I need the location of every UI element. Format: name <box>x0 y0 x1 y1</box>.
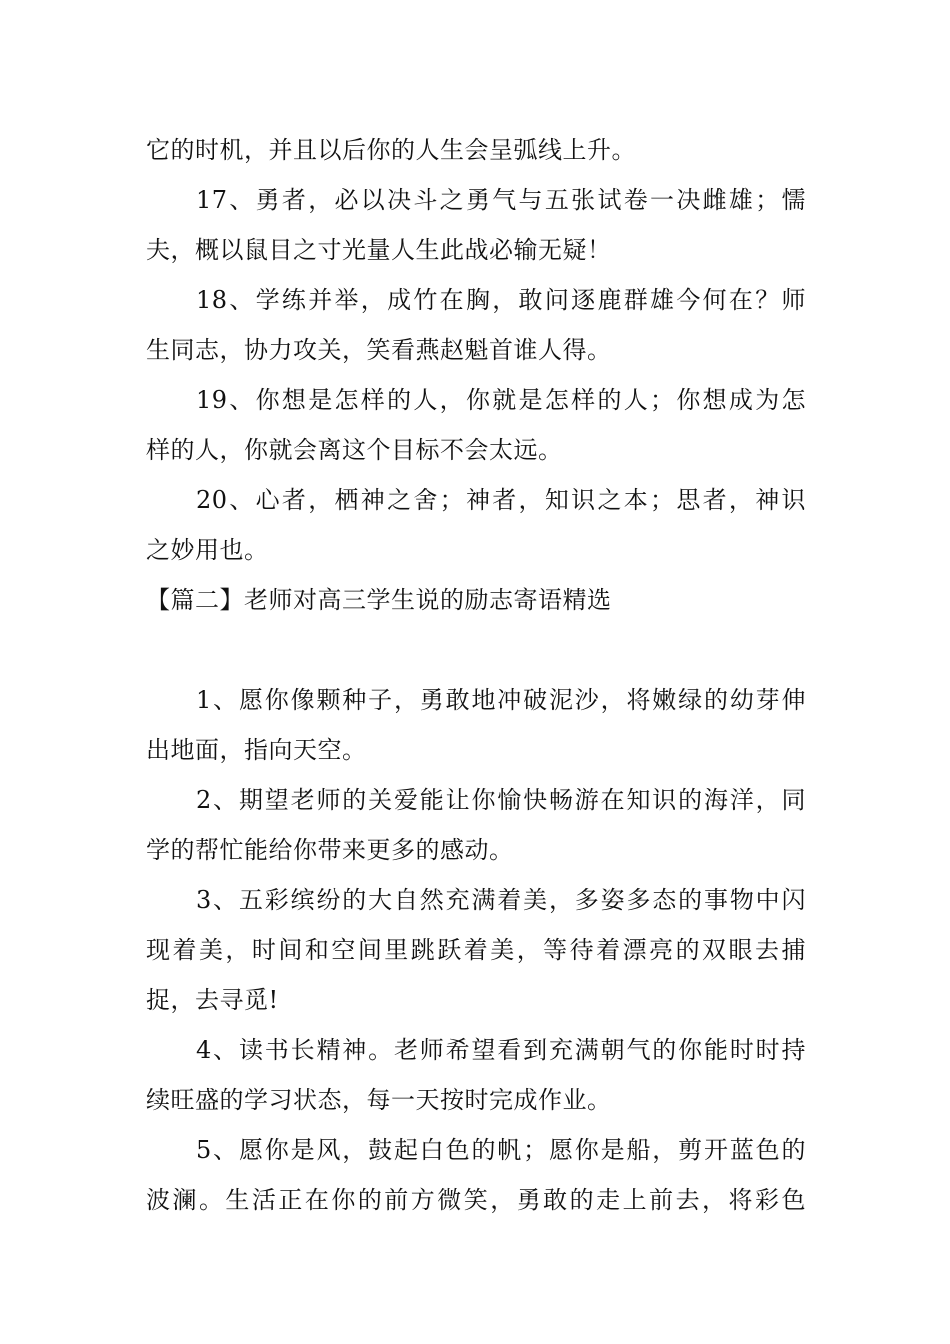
item-20-line-2: 之妙用也。 <box>146 536 269 564</box>
item-2-line-2: 学的帮忙能给你带来更多的感动。 <box>146 836 514 864</box>
item-4-line-1: 4、读书长精神。老师希望看到充满朝气的你能时时持 <box>196 1036 806 1064</box>
item-17-line-2: 夫，概以鼠目之寸光量人生此战必输无疑！ <box>146 236 612 264</box>
item-3-line-1: 3、五彩缤纷的大自然充满着美，多姿多态的事物中闪 <box>196 886 806 914</box>
item-3-line-2: 现着美，时间和空间里跳跃着美，等待着漂亮的双眼去捕 <box>146 936 806 964</box>
item-19-line-1: 19、你想是怎样的人，你就是怎样的人；你想成为怎 <box>196 386 806 414</box>
item-4-line-2: 续旺盛的学习状态，每一天按时完成作业。 <box>146 1086 612 1114</box>
item-5-line-2: 波澜。生活正在你的前方微笑，勇敢的走上前去，将彩色 <box>146 1186 806 1214</box>
item-20-line-1: 20、心者，栖神之舍；神者，知识之本；思者，神识 <box>196 486 806 514</box>
item-1-line-2: 出地面，指向天空。 <box>146 736 367 764</box>
item-5-line-1: 5、愿你是风，鼓起白色的帆；愿你是船，剪开蓝色的 <box>196 1136 806 1164</box>
paragraph-continuation-line: 它的时机，并且以后你的人生会呈弧线上升。 <box>146 136 636 164</box>
section-heading: 【篇二】老师对高三学生说的励志寄语精选 <box>146 586 612 614</box>
item-19-line-2: 样的人，你就会离这个目标不会太远。 <box>146 436 563 464</box>
item-18-line-1: 18、学练并举，成竹在胸，敢问逐鹿群雄今何在？师 <box>196 286 806 314</box>
item-2-line-1: 2、期望老师的关爱能让你愉快畅游在知识的海洋，同 <box>196 786 806 814</box>
item-1-line-1: 1、愿你像颗种子，勇敢地冲破泥沙，将嫩绿的幼芽伸 <box>196 686 806 714</box>
item-3-line-3: 捉，去寻觅! <box>146 986 279 1014</box>
item-18-line-2: 生同志，协力攻关，笑看燕赵魁首谁人得。 <box>146 336 612 364</box>
item-17-line-1: 17、勇者，必以决斗之勇气与五张试卷一决雌雄；懦 <box>196 186 806 214</box>
